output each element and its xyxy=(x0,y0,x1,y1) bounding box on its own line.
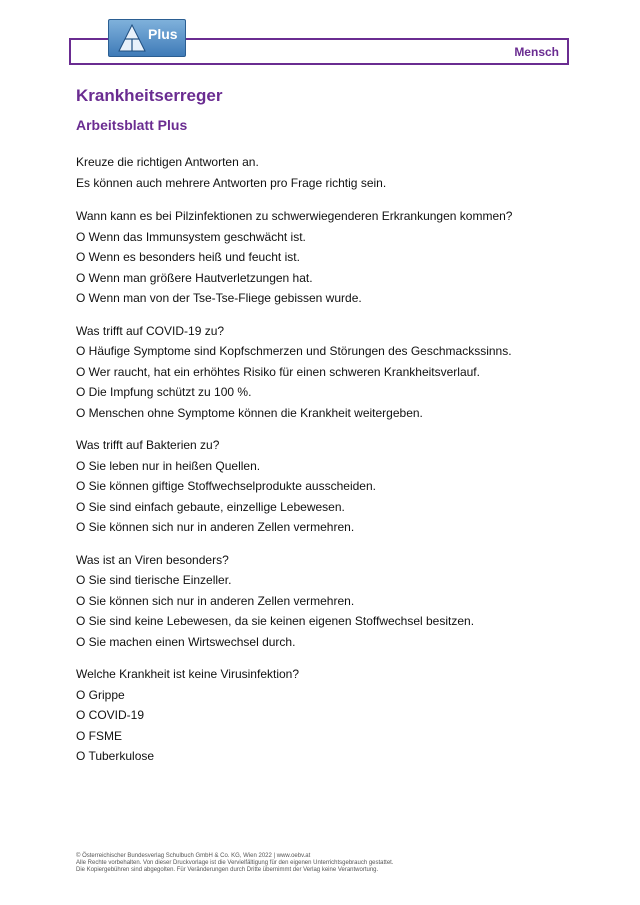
answer-option[interactable]: O Wer raucht, hat ein erhöhtes Risiko für einen schweren Krankheitsverlauf. xyxy=(76,364,480,379)
logo xyxy=(108,19,186,57)
question-text: Was trifft auf Bakterien zu? xyxy=(76,438,220,452)
page-title: Krankheitserreger xyxy=(76,86,223,105)
answer-option[interactable]: O Sie sind einfach gebaute, einzellige Lebewesen. xyxy=(76,499,345,514)
intro-line: Kreuze die richtigen Antworten an. xyxy=(76,155,259,169)
question-text: Welche Krankheit ist keine Virusinfektion? xyxy=(76,667,300,681)
answer-option[interactable]: O Sie können sich nur in anderen Zellen vermehren. xyxy=(76,593,355,608)
answer-option[interactable]: O Häufige Symptome sind Kopfschmerzen und Störungen des Geschmackssinns. xyxy=(76,344,512,358)
question-block xyxy=(76,435,596,538)
question-text: Was ist an Viren besonders? xyxy=(76,552,229,567)
question-text: Was trifft auf COVID-19 zu? xyxy=(76,323,225,338)
footer-line: © Österreichischer Bundesverlag Schulbuch GmbH & Co. KG, Wien 2022 | www.oebv.at xyxy=(76,853,311,859)
logo-text: Plus xyxy=(148,26,178,42)
worksheet-content xyxy=(76,152,596,767)
answer-option[interactable]: O FSME xyxy=(76,728,123,743)
question-block xyxy=(76,206,596,309)
answer-option[interactable]: O Wenn das Immunsystem geschwächt ist. xyxy=(76,229,306,244)
question-text: Wann kann es bei Pilzinfektionen zu schwerwiegenderen Erkrankungen kommen? xyxy=(76,209,513,223)
answer-option[interactable]: O Sie sind tierische Einzeller. xyxy=(76,573,232,587)
answer-option[interactable]: O Sie können giftige Stoffwechselprodukte ausscheiden. xyxy=(76,479,376,493)
answer-option[interactable]: O Sie machen einen Wirtswechsel durch. xyxy=(76,634,296,649)
question-block xyxy=(76,321,596,424)
answer-option[interactable]: O Sie sind keine Lebewesen, da sie keinen eigenen Stoffwechsel besitzen. xyxy=(76,614,475,628)
answer-option[interactable]: O Sie können sich nur in anderen Zellen vermehren. xyxy=(76,520,355,534)
answer-option[interactable]: O Wenn man größere Hautverletzungen hat. xyxy=(76,270,313,285)
section-label: Mensch xyxy=(514,45,559,59)
question-block xyxy=(76,664,596,767)
question-block xyxy=(76,550,596,653)
answer-option[interactable]: O Tuberkulose xyxy=(76,749,155,763)
answer-option[interactable]: O Wenn es besonders heiß und feucht ist. xyxy=(76,250,300,264)
answer-option[interactable]: O COVID-19 xyxy=(76,708,145,722)
page-subtitle: Arbeitsblatt Plus xyxy=(76,117,188,133)
answer-option[interactable]: O Wenn man von der Tse-Tse-Fliege gebissen wurde. xyxy=(76,291,362,305)
answer-option[interactable]: O Grippe xyxy=(76,687,125,702)
answer-option[interactable]: O Menschen ohne Symptome können die Krankheit weitergeben. xyxy=(76,405,423,420)
pyramid-icon xyxy=(117,23,147,53)
footer xyxy=(76,853,394,874)
answer-option[interactable]: O Sie leben nur in heißen Quellen. xyxy=(76,458,261,473)
footer-line: Die Kopiergebühren sind abgegolten. Für Veränderungen durch Dritte übernimmt der Verlag keine Verantwortung. xyxy=(76,867,379,873)
intro-line: Es können auch mehrere Antworten pro Frage richtig sein. xyxy=(76,175,387,190)
footer-line: Alle Rechte vorbehalten. Von dieser Druckvorlage ist die Vervielfältigung für den eigenen Unterrichtsgebrauch gestattet. xyxy=(76,860,394,866)
answer-option[interactable]: O Die Impfung schützt zu 100 %. xyxy=(76,385,252,399)
